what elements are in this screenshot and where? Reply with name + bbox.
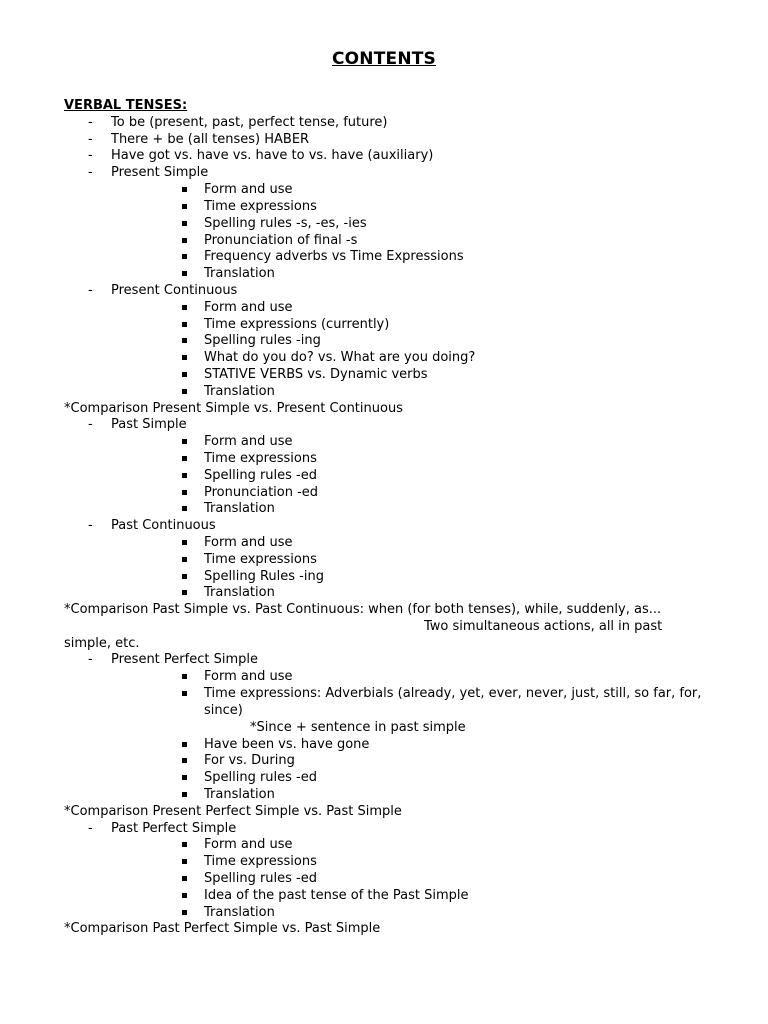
bullet-icon bbox=[182, 338, 187, 343]
dash-marker: - bbox=[88, 165, 93, 180]
sub-list-item: Time expressions (currently) bbox=[204, 317, 390, 332]
sub-list-item: Spelling rules -s, -es, -ies bbox=[204, 216, 367, 231]
sub-list-item: Translation bbox=[204, 787, 275, 802]
comparison-note: *Comparison Present Simple vs. Present Continuous bbox=[64, 401, 403, 416]
bullet-icon bbox=[182, 305, 187, 310]
bullet-icon bbox=[182, 456, 187, 461]
bullet-icon bbox=[182, 490, 187, 495]
sub-list-item: Idea of the past tense of the Past Simple bbox=[204, 888, 469, 903]
bullet-icon bbox=[182, 574, 187, 579]
page-title: CONTENTS bbox=[331, 49, 437, 69]
comparison-note: *Comparison Past Simple vs. Past Continuous: when (for both tenses), while, suddenly, as... bbox=[64, 602, 662, 617]
bullet-icon bbox=[182, 691, 187, 696]
bullet-icon bbox=[182, 842, 187, 847]
comparison-note-continued: simple, etc. bbox=[64, 636, 140, 651]
dash-marker: - bbox=[88, 148, 93, 163]
list-item: Past Simple bbox=[111, 417, 187, 432]
sub-list-item: Time expressions bbox=[204, 552, 317, 567]
sub-list-item: Form and use bbox=[204, 535, 293, 550]
bullet-icon bbox=[182, 271, 187, 276]
sub-list-item: Spelling rules -ing bbox=[204, 333, 321, 348]
bullet-icon bbox=[182, 557, 187, 562]
sub-list-item: Time expressions bbox=[204, 199, 317, 214]
dash-marker: - bbox=[88, 652, 93, 667]
bullet-icon bbox=[182, 859, 187, 864]
bullet-icon bbox=[182, 893, 187, 898]
sub-list-item: Translation bbox=[204, 501, 275, 516]
sub-list-item: Spelling rules -ed bbox=[204, 871, 318, 886]
bullet-icon bbox=[182, 439, 187, 444]
sub-list-item: STATIVE VERBS vs. Dynamic verbs bbox=[204, 367, 428, 382]
sub-list-item: Time expressions bbox=[204, 854, 317, 869]
dash-marker: - bbox=[88, 417, 93, 432]
bullet-icon bbox=[182, 792, 187, 797]
list-item: Present Perfect Simple bbox=[111, 652, 258, 667]
comparison-note-continued: Two simultaneous actions, all in past bbox=[424, 619, 663, 634]
section-heading: VERBAL TENSES: bbox=[64, 98, 188, 113]
bullet-icon bbox=[182, 372, 187, 377]
sub-list-item: Translation bbox=[204, 905, 275, 920]
bullet-icon bbox=[182, 876, 187, 881]
dash-marker: - bbox=[88, 115, 93, 130]
bullet-icon bbox=[182, 590, 187, 595]
bullet-icon bbox=[182, 238, 187, 243]
sub-list-item: What do you do? vs. What are you doing? bbox=[204, 350, 476, 365]
bullet-icon bbox=[182, 389, 187, 394]
sub-list-item: Form and use bbox=[204, 669, 293, 684]
sub-list-item: Time expressions bbox=[204, 451, 317, 466]
bullet-icon bbox=[182, 540, 187, 545]
sub-list-item: Spelling Rules -ing bbox=[204, 569, 324, 584]
dash-marker: - bbox=[88, 132, 93, 147]
bullet-icon bbox=[182, 221, 187, 226]
sub-list-item: Frequency adverbs vs Time Expressions bbox=[204, 249, 464, 264]
bullet-icon bbox=[182, 775, 187, 780]
list-item: There + be (all tenses) HABER bbox=[111, 132, 310, 147]
sub-list-item-continued: since) bbox=[204, 703, 243, 718]
comparison-note: *Comparison Past Perfect Simple vs. Past Simple bbox=[64, 921, 381, 936]
dash-marker: - bbox=[88, 283, 93, 298]
bullet-icon bbox=[182, 187, 187, 192]
list-item: Past Perfect Simple bbox=[111, 821, 237, 836]
sub-list-item: Form and use bbox=[204, 182, 293, 197]
sub-list-item: Have been vs. have gone bbox=[204, 737, 370, 752]
bullet-icon bbox=[182, 204, 187, 209]
list-item: Past Continuous bbox=[111, 518, 216, 533]
bullet-icon bbox=[182, 910, 187, 915]
sub-list-item: Spelling rules -ed bbox=[204, 770, 318, 785]
sub-list-item: Time expressions: Adverbials (already, yet, ever, never, just, still, so far, for, bbox=[204, 686, 702, 701]
sub-list-item: Pronunciation -ed bbox=[204, 485, 319, 500]
sub-list-item: Form and use bbox=[204, 300, 293, 315]
bullet-icon bbox=[182, 254, 187, 259]
bullet-icon bbox=[182, 506, 187, 511]
list-item: To be (present, past, perfect tense, future) bbox=[111, 115, 388, 130]
list-item: Present Simple bbox=[111, 165, 209, 180]
sub-list-item: Pronunciation of final -s bbox=[204, 233, 358, 248]
sub-list-item: Translation bbox=[204, 585, 275, 600]
sub-note: *Since + sentence in past simple bbox=[250, 720, 466, 735]
bullet-icon bbox=[182, 742, 187, 747]
bullet-icon bbox=[182, 355, 187, 360]
sub-list-item: Form and use bbox=[204, 837, 293, 852]
list-item: Have got vs. have vs. have to vs. have (auxiliary) bbox=[111, 148, 434, 163]
bullet-icon bbox=[182, 674, 187, 679]
comparison-note: *Comparison Present Perfect Simple vs. Past Simple bbox=[64, 804, 402, 819]
sub-list-item: Translation bbox=[204, 384, 275, 399]
dash-marker: - bbox=[88, 821, 93, 836]
sub-list-item: Translation bbox=[204, 266, 275, 281]
bullet-icon bbox=[182, 322, 187, 327]
bullet-icon bbox=[182, 758, 187, 763]
dash-marker: - bbox=[88, 518, 93, 533]
list-item: Present Continuous bbox=[111, 283, 238, 298]
sub-list-item: Spelling rules -ed bbox=[204, 468, 318, 483]
bullet-icon bbox=[182, 473, 187, 478]
sub-list-item: For vs. During bbox=[204, 753, 295, 768]
sub-list-item: Form and use bbox=[204, 434, 293, 449]
